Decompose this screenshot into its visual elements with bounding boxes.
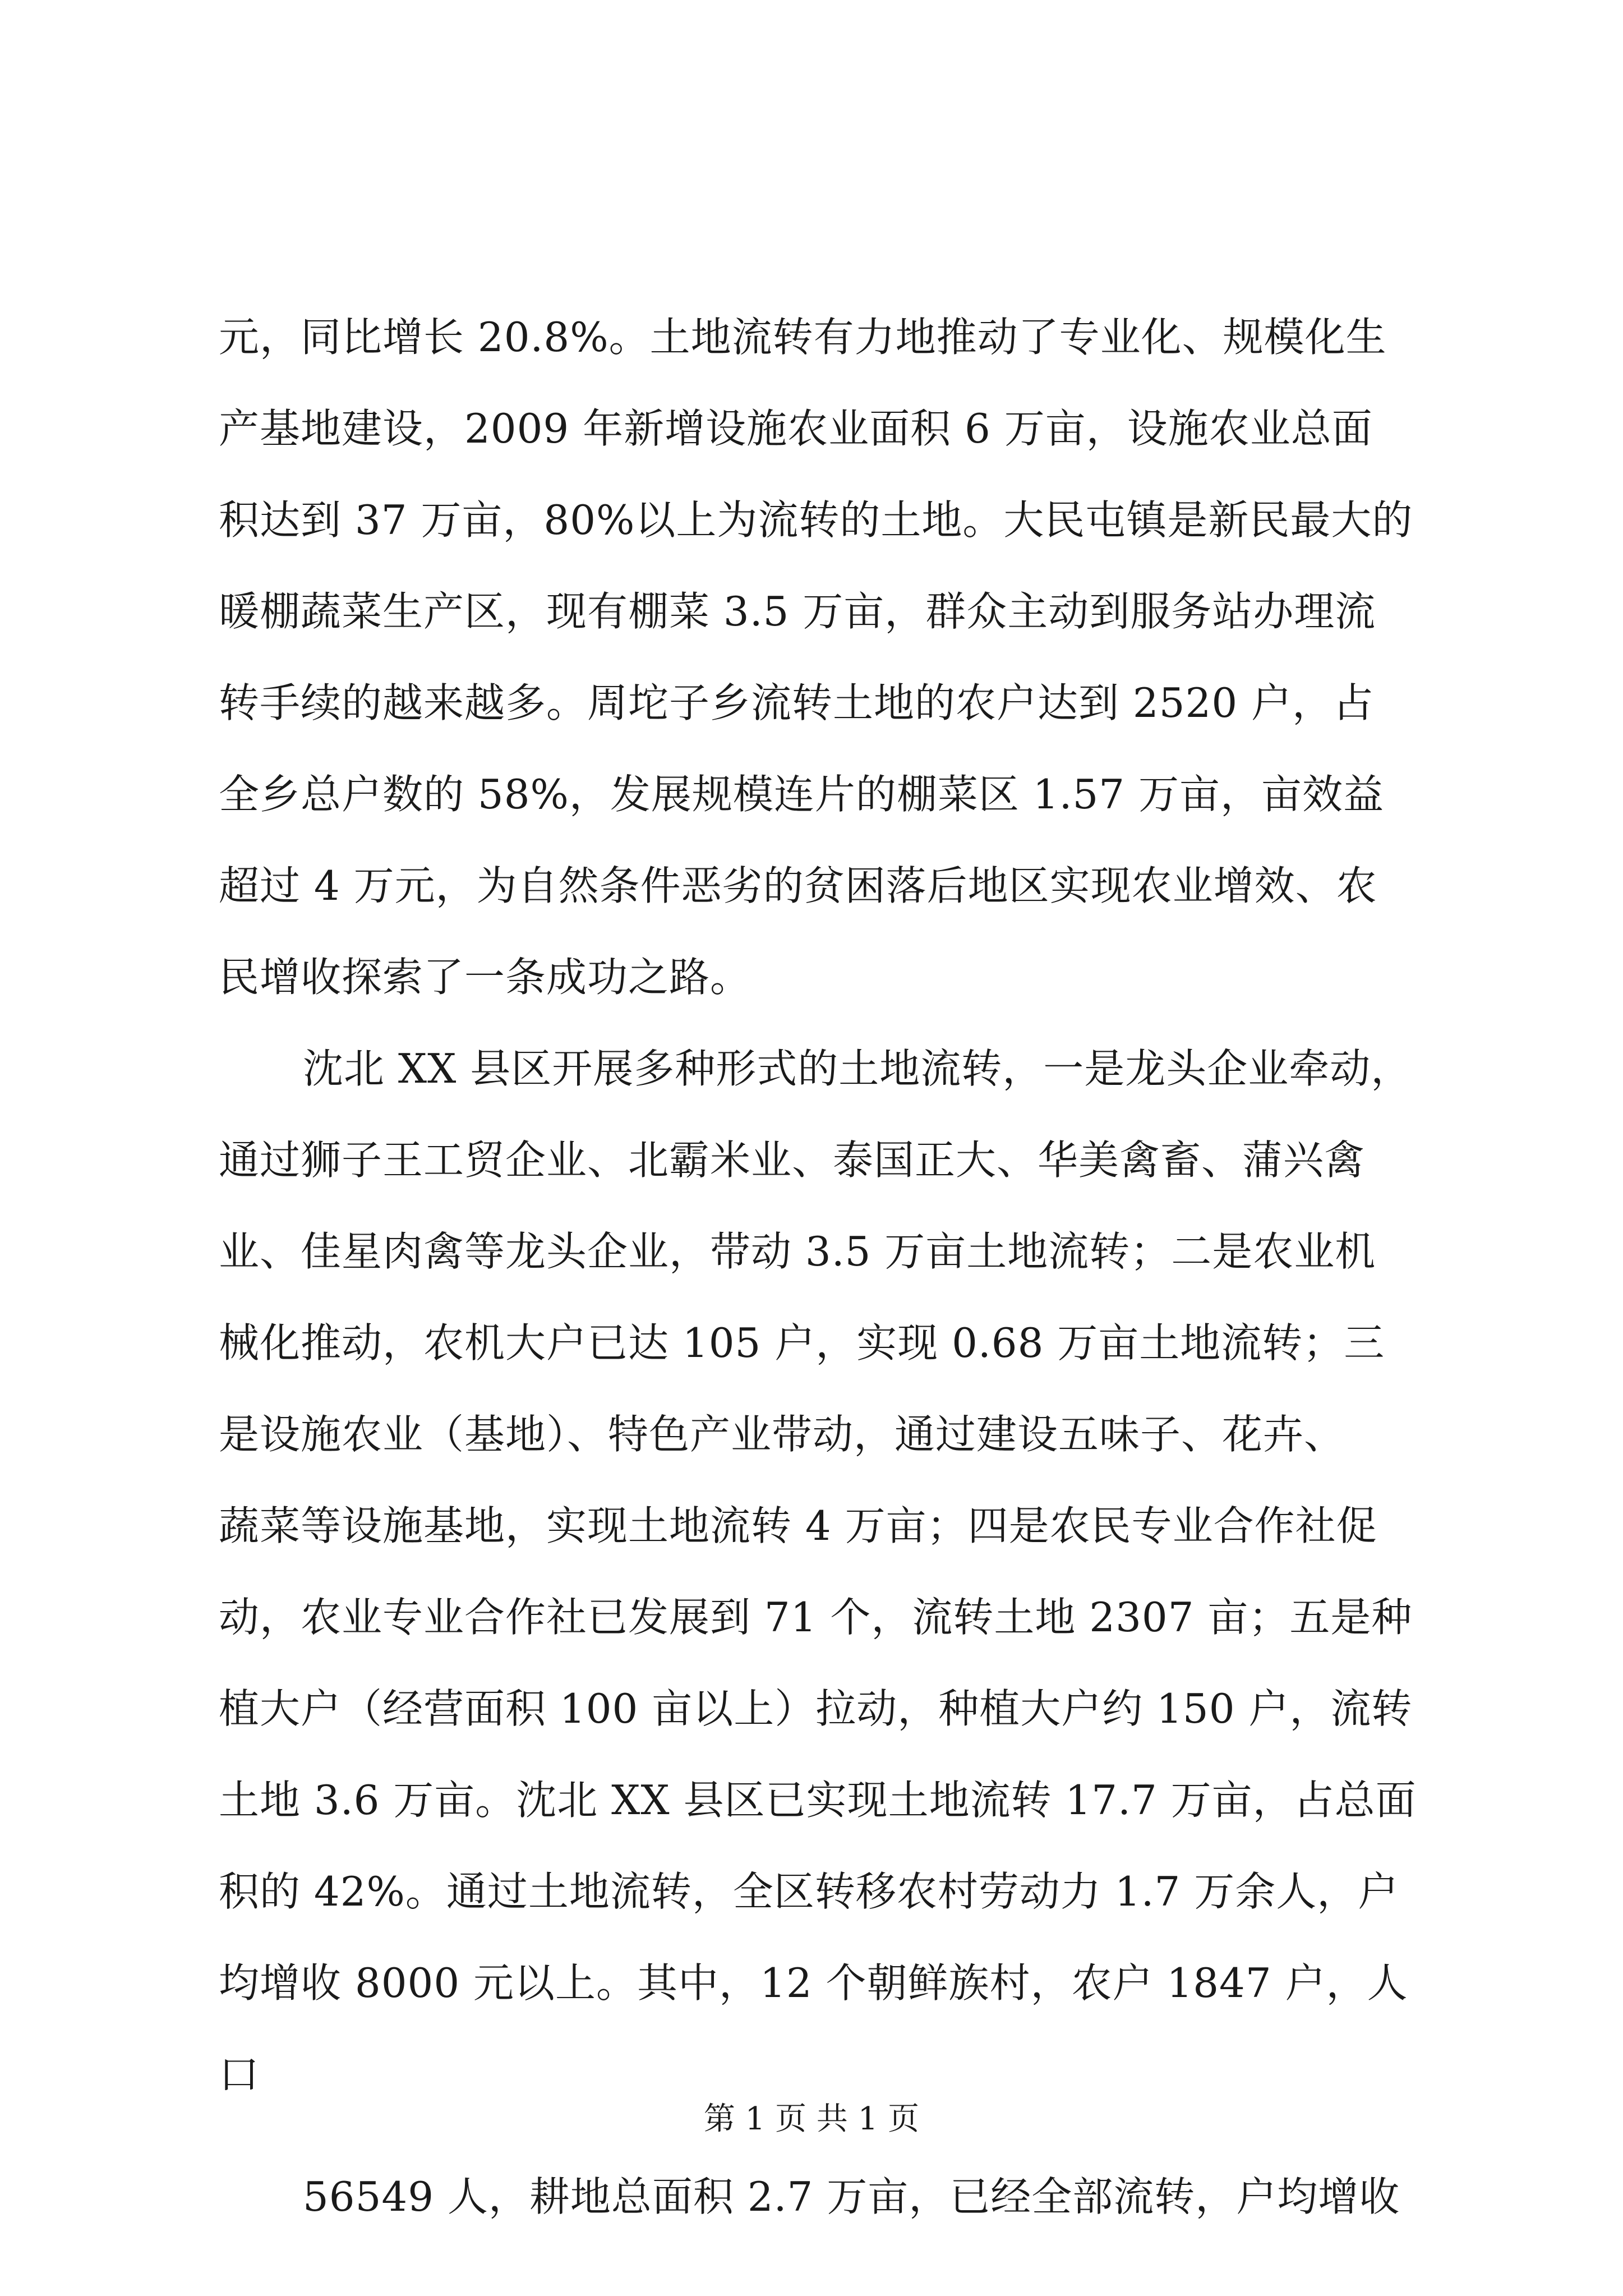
text-line: 蔬菜等设施基地，实现土地流转 4 万亩；四是农民专业合作社促 [219,1502,1377,1549]
text-line: 土地 3.6 万亩。沈北 XX 县区已实现土地流转 17.7 万亩，占总面 [219,1777,1417,1824]
text-line: 超过 4 万元，为自然条件恶劣的贫困落后地区实现农业增效、农 [219,862,1377,909]
text-line: 积的 42%。通过土地流转，全区转移农村劳动力 1.7 万余人，户 [219,1868,1399,1915]
text-line: 暖棚蔬菜生产区，现有棚菜 3.5 万亩，群众主动到服务站办理流 [219,588,1376,635]
text-line: 积达到 37 万亩，80%以上为流转的土地。大民屯镇是新民最大的 [219,496,1413,544]
text-line: 产基地建设，2009 年新增设施农业面积 6 万亩，设施农业总面 [219,405,1373,452]
paragraph [219,2151,1413,2243]
paragraph [219,1023,1417,2120]
text-line: 民增收探索了一条成功之路。 [219,954,751,1001]
document-body [219,292,1417,2243]
text-line: 全乡总户数的 58%，发展规模连片的棚菜区 1.57 万亩，亩效益 [219,771,1385,818]
text-line: 均增收 8000 元以上。其中，12 个朝鲜族村，农户 1847 户，人 [219,1959,1408,2007]
text-line: 元，同比增长 20.8%。土地流转有力地推动了专业化、规模化生 [219,314,1387,361]
text-line: 口 [219,2051,260,2098]
paragraph [219,292,1413,1023]
text-line: 通过狮子王工贸企业、北霸米业、泰国正大、华美禽畜、蒲兴禽 [219,1137,1366,1184]
text-line: 是设施农业（基地）、特色产业带动，通过建设五味子、花卉、 [219,1411,1345,1458]
text-line: 械化推动，农机大户已达 105 户，实现 0.68 万亩土地流转；三 [219,1319,1385,1366]
text-line: 业、佳星肉禽等龙头企业，带动 3.5 万亩土地流转；二是农业机 [219,1228,1376,1275]
text-line: 沈北 XX 县区开展多种形式的土地流转，一是龙头企业牵动， [303,1045,1412,1092]
text-line: 转手续的越来越多。周坨子乡流转土地的农户达到 2520 户，占 [219,679,1375,726]
text-line: 56549 人，耕地总面积 2.7 万亩，已经全部流转，户均增收 [303,2173,1400,2220]
text-line: 动，农业专业合作社已发展到 71 个，流转土地 2307 亩；五是种 [219,1594,1413,1641]
page-number-footer: 第 1 页 共 1 页 [703,2101,920,2137]
text-line: 植大户（经营面积 100 亩以上）拉动，种植大户约 150 户，流转 [219,1685,1413,1732]
